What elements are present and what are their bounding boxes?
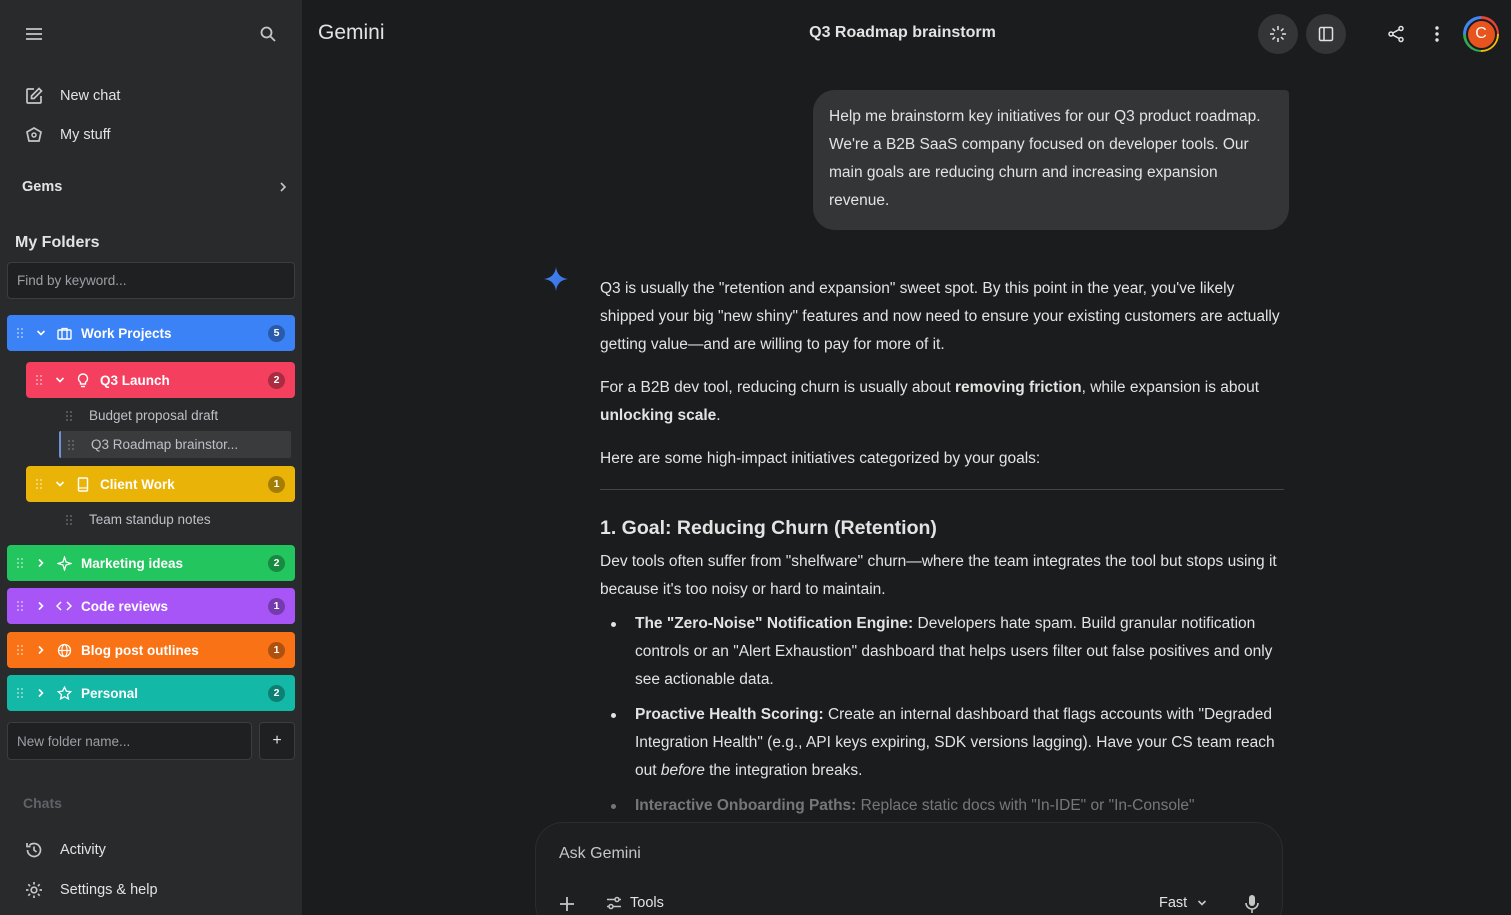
folder-name: Blog post outlines [81,642,199,658]
folder-name: Personal [81,685,139,701]
mode-label: Fast [1159,895,1188,911]
brand-title[interactable]: Gemini [318,21,385,44]
folders-title: My Folders [15,234,100,251]
response-heading: 1. Goal: Reducing Churn (Retention) [600,517,937,539]
magic-wand-icon [1269,25,1287,43]
model-mode-selector[interactable] [1159,895,1207,911]
chevron-right-icon[interactable] [33,601,49,611]
more-vert-icon [1435,26,1439,42]
tools-icon [606,896,622,910]
chevron-right-icon[interactable] [33,645,49,655]
folder-blog-post-outlines[interactable] [7,632,295,668]
menu-button[interactable] [16,16,52,52]
drag-handle-icon[interactable] [61,439,81,451]
response-list [600,610,1284,820]
avatar[interactable] [1463,16,1499,52]
activity-label: Activity [60,842,106,858]
avatar-letter: C [1466,19,1497,50]
folder-chat-item-active[interactable] [59,431,291,458]
side-panel-button[interactable] [1306,14,1346,54]
lightbulb-icon [72,373,94,388]
chat-title: Team standup notes [89,512,211,527]
drag-handle-icon[interactable] [26,478,52,490]
folder-count-badge: 2 [268,372,285,389]
folder-work-projects[interactable] [7,315,295,351]
list-item: The "Zero-Noise" Notification Engine: Developers hate spam. Build granular notification controls or an "Alert Exhaustion" dashboard that helps users filter out false positives and only see actionable data. [600,610,1284,694]
chevron-right-icon [278,181,288,193]
folder-count-badge: 5 [268,325,285,342]
sparkle-icon [53,556,75,571]
list-item: Interactive Onboarding Paths: Replace static docs with "In-IDE" or "In-Console" [600,792,1284,820]
activity-button[interactable] [14,832,288,868]
microphone-icon[interactable] [1242,893,1262,915]
briefcase-icon [53,327,75,340]
add-folder-button[interactable]: + [259,722,295,760]
folder-count-badge: 2 [268,685,285,702]
drag-handle-icon[interactable] [59,514,79,526]
folder-name: Code reviews [81,598,169,614]
share-button[interactable] [1376,14,1416,54]
gemini-spark-icon [543,266,569,292]
prompt-input[interactable]: Ask Gemini [559,845,641,862]
chevron-right-icon[interactable] [33,558,49,568]
more-options-button[interactable] [1417,14,1457,54]
new-chat-button[interactable] [14,78,288,114]
chevron-down-icon[interactable] [33,329,49,337]
response-paragraph: Dev tools often suffer from "shelfware" churn—where the team integrates the tool but stops using it because it's too noisy or hard to maintain. [600,553,1277,598]
search-button[interactable] [250,16,286,52]
my-stuff-label: My stuff [60,127,111,143]
main-area [302,0,1511,915]
folder-personal[interactable] [7,675,295,711]
star-icon [53,686,75,701]
settings-help-button[interactable] [14,872,288,908]
menu-icon [25,27,43,41]
chevron-right-icon[interactable] [33,688,49,698]
prompt-composer[interactable] [535,822,1283,915]
tools-label: Tools [630,895,664,911]
folder-name: Work Projects [81,325,172,341]
magic-edit-button[interactable] [1258,14,1298,54]
divider [600,489,1284,490]
drag-handle-icon[interactable] [59,410,79,422]
list-item: Proactive Health Scoring: Create an internal dashboard that flags accounts with "Degraded Integration Health" (e.g., API keys expiring, SDK versions lagging). Have your CS team reach out before the integration breaks. [600,701,1284,785]
drag-handle-icon[interactable] [7,687,33,699]
sidebar [0,0,302,915]
folder-chat-item[interactable] [59,506,295,533]
settings-label: Settings & help [60,882,158,898]
new-folder-input[interactable] [7,722,252,760]
drag-handle-icon[interactable] [26,374,52,386]
folder-count-badge: 1 [268,598,285,615]
folder-q3-launch[interactable] [26,362,295,398]
globe-icon [53,643,75,658]
add-icon[interactable] [556,893,578,915]
folder-count-badge: 1 [268,476,285,493]
edit-icon [24,86,44,106]
folder-name: Client Work [100,476,175,492]
chats-section-label: Chats [23,795,62,811]
response-paragraph: Here are some high-impact initiatives categorized by your goals: [600,450,1041,467]
chat-title: Q3 Roadmap brainstor... [91,437,239,452]
folder-count-badge: 1 [268,642,285,659]
code-icon [53,600,75,612]
drag-handle-icon[interactable] [7,327,33,339]
my-stuff-button[interactable] [14,117,288,153]
folder-code-reviews[interactable] [7,588,295,624]
user-message-bubble: Help me brainstorm key initiatives for our Q3 product roadmap. We're a B2B SaaS company focused on developer tools. Our main goals are reducing churn and increasing expansion revenue. [813,90,1289,230]
chat-title: Budget proposal draft [89,408,219,423]
folder-marketing-ideas[interactable] [7,545,295,581]
conversation-title: Q3 Roadmap brainstorm [809,24,996,41]
model-response [600,275,1284,821]
chevron-down-icon[interactable] [52,376,68,384]
gems-label: Gems [22,179,63,195]
drag-handle-icon[interactable] [7,644,33,656]
folder-name: Q3 Launch [100,372,170,388]
gear-icon [24,880,44,900]
response-paragraph: Q3 is usually the "retention and expansion" sweet spot. By this point in the year, you've likely shipped your big "new shiny" features and now need to ensure your existing customers are actually getting value—and are willing to pay for more of it. [600,280,1280,353]
new-chat-label: New chat [60,88,121,104]
history-icon [24,840,44,860]
drag-handle-icon[interactable] [7,557,33,569]
search-icon [259,25,277,43]
tablet-icon [72,477,94,492]
folder-chat-item[interactable] [59,402,295,429]
response-paragraph: For a B2B dev tool, reducing churn is usually about removing friction, while expansion is about unlocking scale. [600,379,1260,424]
drag-handle-icon[interactable] [7,600,33,612]
chevron-down-icon[interactable] [52,480,68,488]
side-panel-icon [1318,26,1334,42]
folder-name: Marketing ideas [81,555,184,571]
chevron-down-icon [1197,899,1207,907]
gems-section[interactable] [14,170,296,204]
find-keyword-input[interactable] [7,262,295,299]
share-icon [1387,25,1405,43]
my-stuff-icon [24,125,44,145]
folder-count-badge: 2 [268,555,285,572]
tools-button[interactable] [606,895,664,911]
folder-client-work[interactable] [26,466,295,502]
